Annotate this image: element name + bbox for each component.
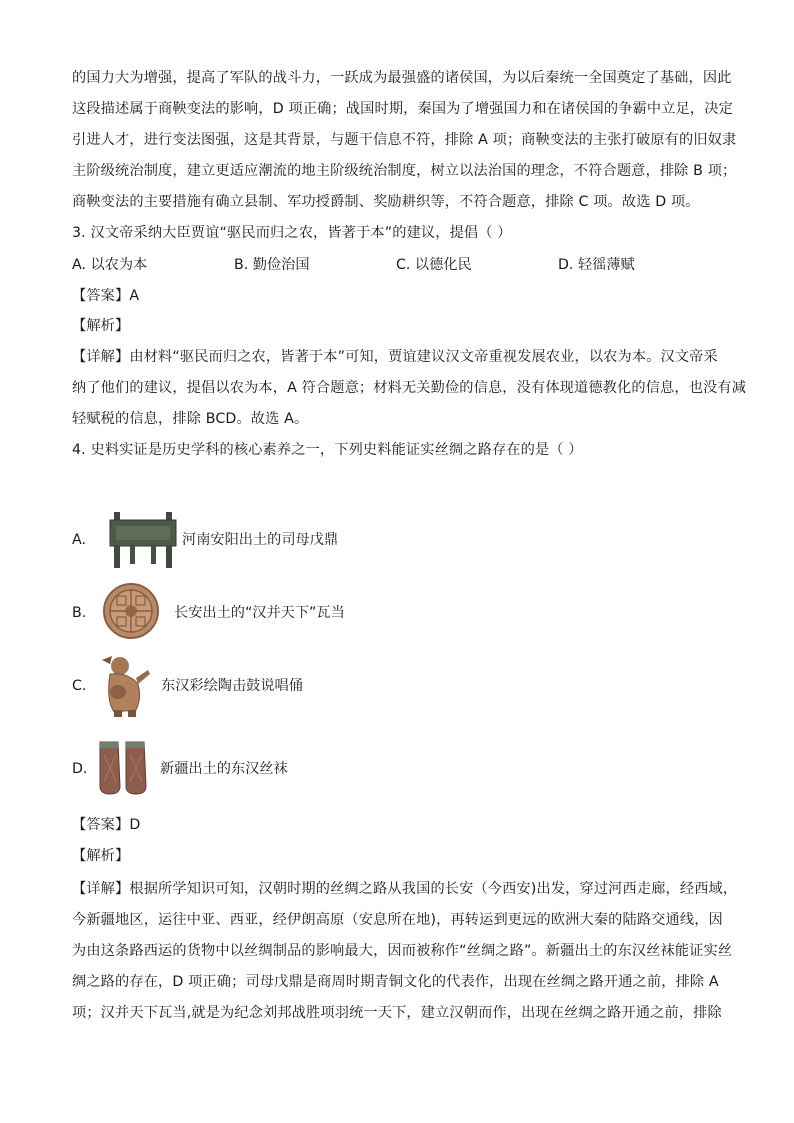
q4-option-c-letter: C. — [72, 678, 87, 694]
q4-option-b-letter: B. — [72, 605, 87, 621]
intro-line: 这段描述属于商鞅变法的影响，D 项正确；战国时期，秦国为了增强国力和在诸侯国的争霸中立足，决定 — [72, 101, 733, 117]
q3-detail-line: 纳了他们的建议，提倡以农为本，A 符合题意；材料无关勤俭的信息，没有体现道德教化的信息，也没有减 — [72, 380, 747, 396]
q4-option-d-letter: D. — [72, 761, 88, 777]
q4-detail-line: 今新疆地区，运往中亚、西亚，经伊朗高原（安息所在地)，再转运到更远的欧洲大秦的陆路交通线，因 — [72, 912, 723, 928]
q3-answer: 【答案】A — [72, 288, 140, 304]
q3-detail-line: 【详解】由材料“驱民而归之农，皆著于本”可知，贾谊建议汉文帝重视发展农业，以农为本。汉文帝采 — [72, 349, 718, 365]
intro-line: 主阶级统治制度，建立更适应潮流的地主阶级统治制度，树立以法治国的理念，不符合题意，排除 B 项； — [72, 163, 737, 179]
intro-line: 商鞅变法的主要措施有确立县制、军功授爵制、奖励耕织等，不符合题意，排除 C 项。故选 D 项。 — [72, 194, 700, 210]
q4-option-c-text: 东汉彩绘陶击鼓说唱俑 — [161, 678, 303, 694]
q4-option-b-text: 长安出土的“汉并天下”瓦当 — [174, 605, 345, 621]
q4-detail-line: 项；汉并天下瓦当,就是为纪念刘邦战胜项羽统一天下，建立汉朝而作，出现在丝绸之路开通之前，排除 — [72, 1005, 722, 1021]
q3-analysis-label: 【解析】 — [72, 318, 130, 334]
q4-detail-line: 绸之路的存在，D 项正确；司母戊鼎是商周时期青铜文化的代表作，出现在丝绸之路开通之前，排除 A — [72, 974, 719, 990]
q4-detail-line: 为由这条路西运的货物中以丝绸制品的影响最大，因而被称作“丝绸之路”。新疆出土的东汉丝袜能证实丝 — [72, 943, 733, 959]
q4-detail-line: 【详解】根据所学知识可知，汉朝时期的丝绸之路从我国的长安（今西安)出发，穿过河西走廊，经西域， — [72, 881, 738, 897]
q3-option-b: B. 勤俭治国 — [234, 257, 310, 273]
storyteller-figurine-icon — [98, 654, 154, 718]
ding-vessel-icon — [108, 512, 178, 568]
q4-answer: 【答案】D — [72, 817, 141, 833]
q3-stem: 3. 汉文帝采纳大臣贾谊“驱民而归之农，皆著于本”的建议，提倡（ ） — [72, 225, 512, 241]
q4-option-d-text: 新疆出土的东汉丝袜 — [160, 761, 288, 777]
roof-tile-icon — [102, 582, 160, 640]
q4-stem: 4. 史料实证是历史学科的核心素养之一，下列史料能证实丝绸之路存在的是（ ） — [72, 442, 583, 458]
q4-analysis-label: 【解析】 — [72, 848, 130, 864]
q3-option-c: C. 以德化民 — [396, 257, 472, 273]
intro-line: 的国力大为增强，提高了军队的战斗力，一跃成为最强盛的诸侯国，为以后秦统一全国奠定了基础，因此 — [72, 70, 732, 86]
silk-socks-icon — [96, 740, 152, 796]
q3-option-a: A. 以农为本 — [72, 257, 148, 273]
q4-option-a-letter: A. — [72, 532, 86, 548]
q4-option-a-text: 河南安阳出土的司母戊鼎 — [182, 532, 339, 548]
q3-option-d: D. 轻徭薄赋 — [558, 257, 635, 273]
q3-detail-line: 轻赋税的信息，排除 BCD。故选 A。 — [72, 411, 309, 427]
intro-line: 引进人才，进行变法图强，这是其背景，与题干信息不符，排除 A 项；商鞅变法的主张打破原有的旧奴隶 — [72, 132, 737, 148]
